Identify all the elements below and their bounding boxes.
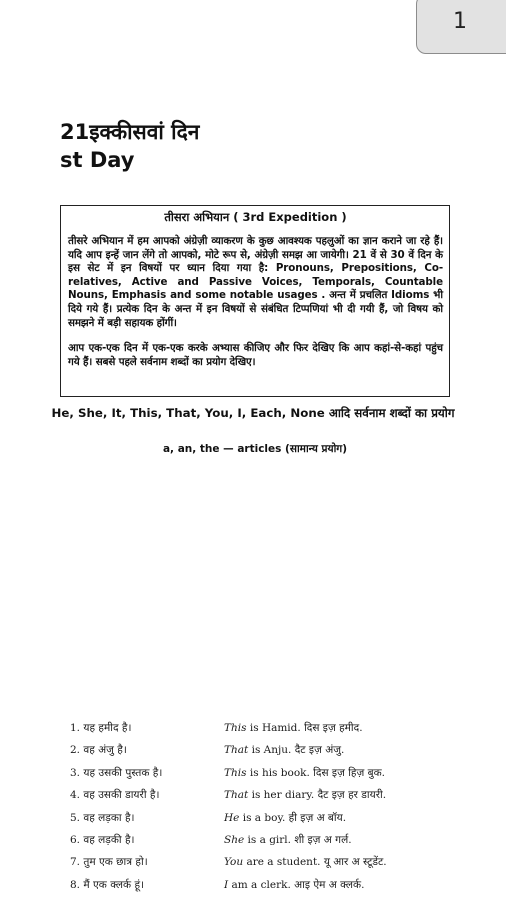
- day-title-line-1: 21इक्कीसवां दिन: [60, 120, 200, 144]
- hindi-sentence: यह उसकी पुस्तक है।: [83, 766, 163, 779]
- english-sentence: is a girl. शी इज़ अ गर्ल.: [244, 833, 352, 846]
- list-item: [70, 762, 410, 784]
- english-sentence: is Hamid. दिस इज़ हमीद.: [246, 722, 363, 734]
- hindi-sentence: मैं एक क्लर्क हूं।: [83, 878, 144, 891]
- hindi-sentence: वह उसकी डायरी है।: [83, 789, 160, 802]
- sentence-number: 8.: [70, 878, 81, 891]
- sentence-number: 2.: [70, 744, 81, 757]
- list-item: [70, 829, 410, 851]
- english-pronoun: This: [224, 722, 247, 734]
- expedition-heading: तीसरा अभियान ( 3rd Expedition ): [164, 210, 347, 224]
- list-item: [70, 807, 410, 829]
- english-sentence: is his book. दिस इज़ हिज़ बुक.: [246, 766, 386, 779]
- hindi-sentence: यह हमीद है।: [83, 722, 132, 734]
- english-sentence: is a boy. ही इज़ अ बॉय.: [239, 811, 347, 824]
- english-sentence: is her diary. दैट इज़ हर डायरी.: [248, 789, 387, 802]
- sentence-number: 5.: [70, 811, 81, 824]
- sentence-number: 4.: [70, 789, 81, 802]
- sentence-number: 6.: [70, 833, 81, 846]
- list-item: [70, 717, 410, 739]
- sentence-number: 1.: [70, 722, 81, 734]
- list-item: [70, 851, 410, 873]
- hindi-sentence: वह लड़की है।: [83, 833, 135, 846]
- day-title: [60, 118, 199, 174]
- english-pronoun: He: [224, 811, 240, 824]
- english-pronoun: That: [224, 744, 249, 757]
- intro-paragraph-1: तीसरे अभियान में हम आपको अंग्रेज़ी व्याकरण के कुछ आवश्यक पहलुओं का ज्ञान कराने जा रहे हैं। यदि आप इन्हें जान लेंगे तो आपको, मोटे रूप से, अंग्रेज़ी समझ आ जायेगी। 21 वें से 30 वें दिन के इस सेट में इन विषयों पर ध्यान दिया गया है: Pronouns, Prepositions, Co-relatives, Active and Passive Voices, Temporals, Countable Nouns, Emphasis and some notable usages . अन्त में प्रचलित Idioms भी दिये गये हैं। प्रत्येक दिन के अन्त में इन विषयों से संबंधित टिप्पणियां भी दी गयी हैं, जो विषय को समझने में बड़ी सहायक होंगीं।: [68, 235, 443, 329]
- list-item: [70, 874, 410, 896]
- pronoun-section-heading: He, She, It, This, That, You, I, Each, None आदि सर्वनाम शब्दों का प्रयोग: [51, 406, 455, 420]
- hindi-sentence: वह अंजु है।: [83, 744, 127, 757]
- hindi-sentence: तुम एक छात्र हो।: [83, 856, 148, 869]
- articles-subheading: a, an, the — articles (सामान्य प्रयोग): [162, 443, 348, 455]
- sentence-number: 3.: [70, 766, 81, 779]
- page-number: 1: [453, 9, 467, 34]
- hindi-sentence: वह लड़का है।: [83, 811, 135, 824]
- page-number-badge: [416, 0, 506, 54]
- intro-paragraph-2: आप एक-एक दिन में एक-एक करके अभ्यास कीजिए और फिर देखिए कि आप कहां-से-कहां पहुंच गये हैं। सबसे पहले सर्वनाम शब्दों का प्रयोग देखिए।: [68, 342, 443, 368]
- english-pronoun: That: [224, 789, 249, 802]
- english-pronoun: This: [224, 766, 247, 779]
- english-sentence: am a clerk. आइ ऐम अ क्लर्क.: [228, 878, 365, 891]
- sentence-list: [70, 717, 410, 896]
- sentence-number: 7.: [70, 856, 81, 869]
- english-pronoun: You: [224, 856, 244, 869]
- english-sentence: is Anju. दैट इज़ अंजु.: [248, 744, 345, 757]
- english-pronoun: I: [224, 878, 229, 891]
- list-item: [70, 784, 410, 806]
- english-sentence: are a student. यू आर अ स्टूडेंट.: [243, 856, 387, 869]
- expedition-intro-box: [60, 205, 450, 397]
- list-item: [70, 739, 410, 761]
- day-title-line-2: st Day: [60, 148, 135, 172]
- english-pronoun: She: [224, 833, 245, 846]
